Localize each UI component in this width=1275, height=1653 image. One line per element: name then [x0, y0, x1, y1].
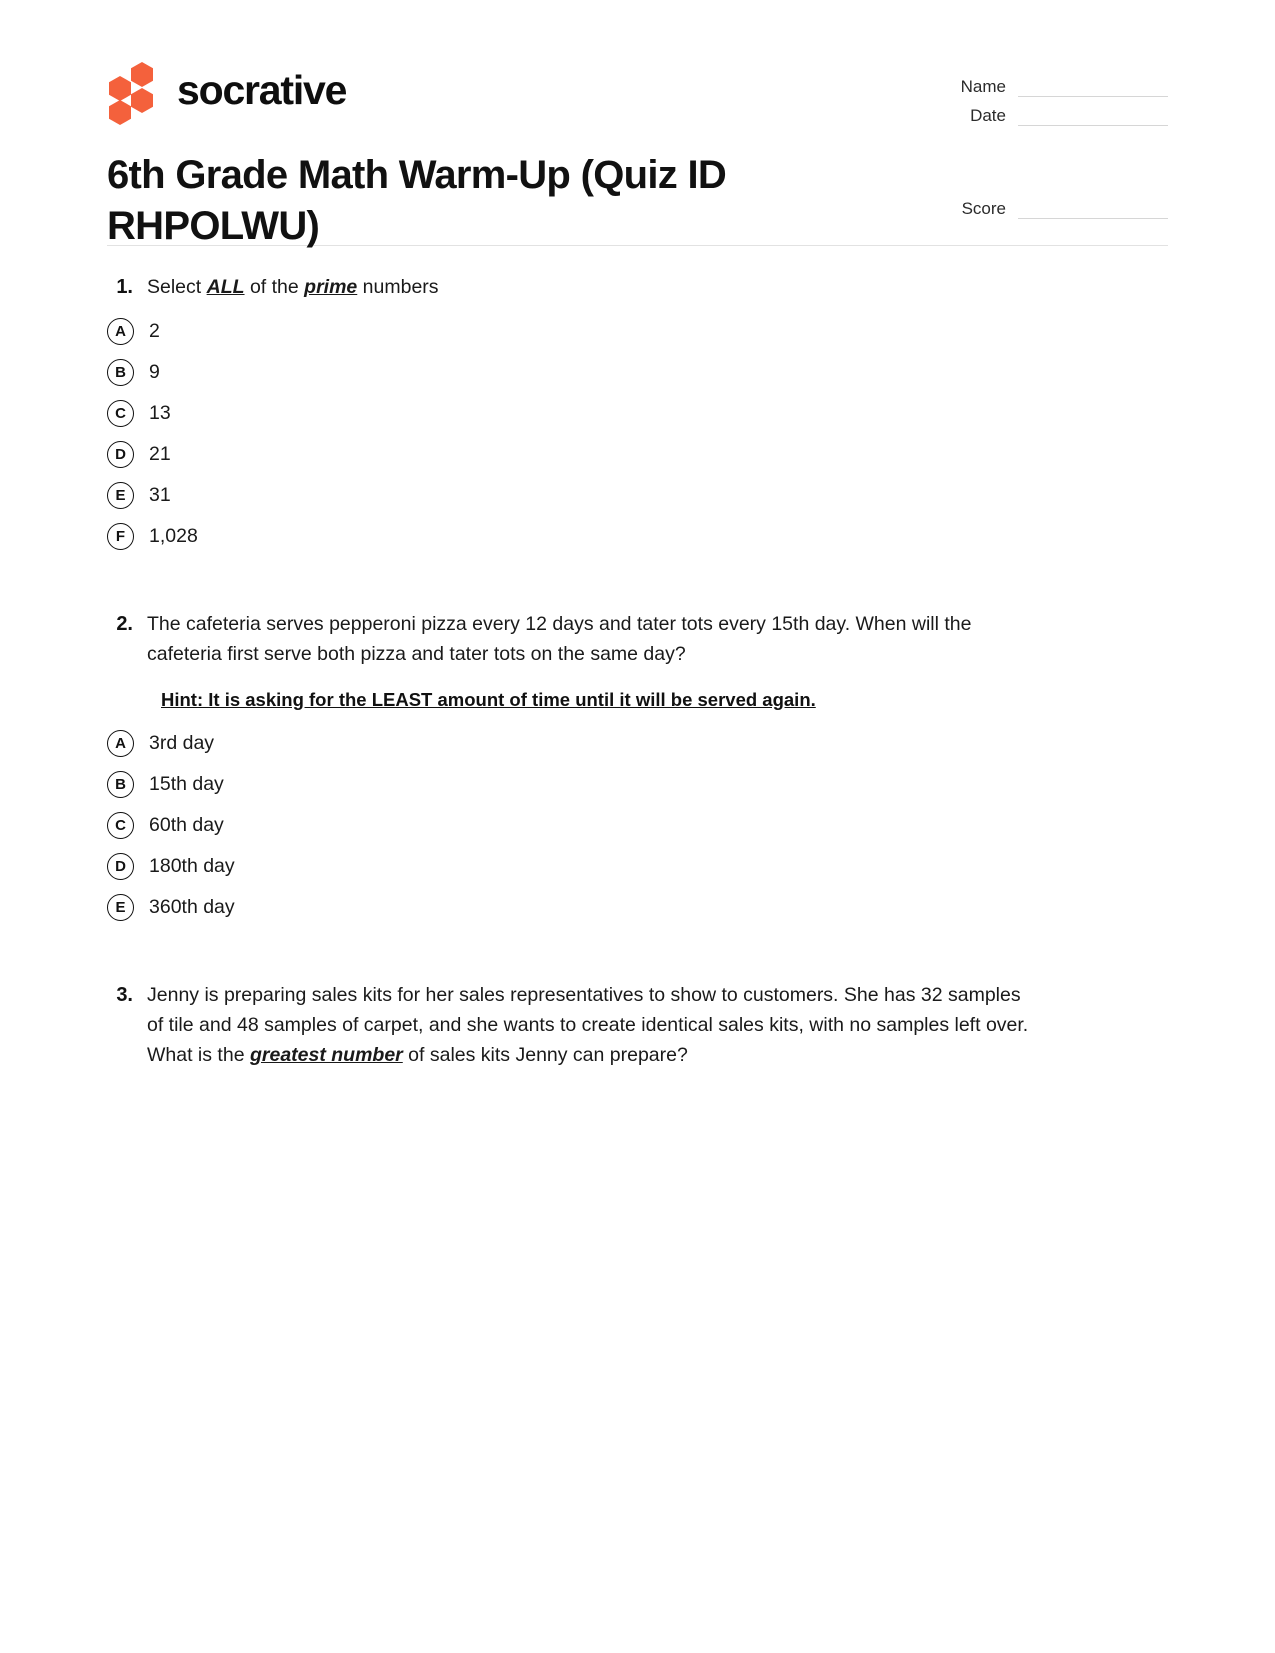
option-2e-label: 360th day — [149, 896, 235, 918]
option-1b[interactable] — [107, 352, 1168, 393]
question-1-number: 1. — [116, 276, 133, 298]
question-3-text-segment: of sales kits Jenny can prepare? — [402, 1044, 688, 1066]
hexagon-icon — [109, 100, 131, 125]
student-info-fields — [928, 68, 1168, 126]
option-1f[interactable] — [107, 516, 1168, 557]
option-1c[interactable] — [107, 393, 1168, 434]
date-field-label: Date — [970, 106, 1006, 125]
question-spacer — [107, 567, 1168, 609]
socrative-hexagon-logo-icon — [107, 62, 159, 118]
option-2c-label: 60th day — [149, 814, 224, 836]
question-3-header — [107, 980, 1168, 1070]
option-1d[interactable] — [107, 434, 1168, 475]
option-1e[interactable] — [107, 475, 1168, 516]
name-field-row — [928, 68, 1168, 97]
question-2-number: 2. — [116, 613, 133, 635]
score-field-row — [928, 190, 1168, 219]
question-2 — [107, 609, 1168, 928]
question-spacer — [107, 938, 1168, 980]
score-field-label: Score — [961, 199, 1006, 218]
option-2c-bubble[interactable]: C — [107, 812, 134, 839]
question-1-header — [107, 272, 1168, 302]
hexagon-icon — [131, 62, 153, 87]
date-field-row — [928, 97, 1168, 126]
date-field-input[interactable] — [1018, 105, 1168, 126]
option-2d-bubble[interactable]: D — [107, 853, 134, 880]
option-2d-label: 180th day — [149, 855, 235, 877]
question-3-number: 3. — [116, 984, 133, 1006]
option-2e[interactable] — [107, 887, 1168, 928]
question-3-emphasis-greatest-number: greatest number — [249, 1044, 403, 1066]
option-1a[interactable] — [107, 311, 1168, 352]
option-1a-label: 2 — [149, 320, 160, 342]
option-2a-bubble[interactable]: A — [107, 730, 134, 757]
option-1b-label: 9 — [149, 361, 160, 383]
question-2-hint: Hint: It is asking for the LEAST amount of time until it will be served again. — [161, 689, 816, 710]
question-1-options — [107, 311, 1168, 557]
option-1d-bubble[interactable]: D — [107, 441, 134, 468]
question-2-text: The cafeteria serves pepperoni pizza every 12 days and tater tots every 15th day. When will the cafeteria first serve both pizza and tater tots on the same day? — [147, 613, 972, 665]
option-2a[interactable] — [107, 723, 1168, 764]
question-3 — [107, 980, 1168, 1070]
question-2-header — [107, 609, 1168, 669]
question-1-text-segment: of the — [244, 276, 305, 298]
question-1-emphasis-all: ALL — [206, 276, 245, 298]
option-1e-bubble[interactable]: E — [107, 482, 134, 509]
question-1-text — [147, 272, 439, 302]
question-1-text-segment: numbers — [357, 276, 439, 298]
question-3-text-segment: Jenny is preparing sales kits for her sales representatives to show to customers. She has 32 samples of tile and 48 samples of carpet, and she wants to create identical sales kits, with no samples left over. What is the — [147, 984, 1029, 1066]
document-header — [107, 0, 1168, 249]
option-2c[interactable] — [107, 805, 1168, 846]
option-1c-label: 13 — [149, 402, 171, 424]
option-1c-bubble[interactable]: C — [107, 400, 134, 427]
option-2b-bubble[interactable]: B — [107, 771, 134, 798]
option-2d[interactable] — [107, 846, 1168, 887]
option-2b[interactable] — [107, 764, 1168, 805]
hexagon-icon — [131, 88, 153, 113]
page-title: 6th Grade Math Warm-Up (Quiz ID RHPOLWU) — [107, 153, 727, 249]
option-2a-label: 3rd day — [149, 732, 215, 754]
question-3-text — [147, 980, 1032, 1070]
question-1-text-segment: Select — [147, 276, 207, 298]
hexagon-icon — [109, 76, 131, 101]
option-1d-label: 21 — [149, 443, 171, 465]
name-field-input[interactable] — [1018, 76, 1168, 97]
option-1f-bubble[interactable]: F — [107, 523, 134, 550]
name-field-label: Name — [960, 77, 1006, 96]
socrative-logo — [107, 62, 346, 118]
option-1a-bubble[interactable]: A — [107, 318, 134, 345]
option-2e-bubble[interactable]: E — [107, 894, 134, 921]
option-1f-label: 1,028 — [149, 525, 198, 547]
option-2b-label: 15th day — [149, 773, 224, 795]
question-1 — [107, 272, 1168, 557]
questions-list — [107, 246, 1168, 1070]
question-2-options — [107, 723, 1168, 928]
brand-wordmark: socrative — [177, 66, 347, 113]
score-field-input[interactable] — [1018, 198, 1168, 219]
option-1e-label: 31 — [149, 484, 171, 506]
option-1b-bubble[interactable]: B — [107, 359, 134, 386]
question-1-emphasis-prime: prime — [304, 276, 358, 298]
